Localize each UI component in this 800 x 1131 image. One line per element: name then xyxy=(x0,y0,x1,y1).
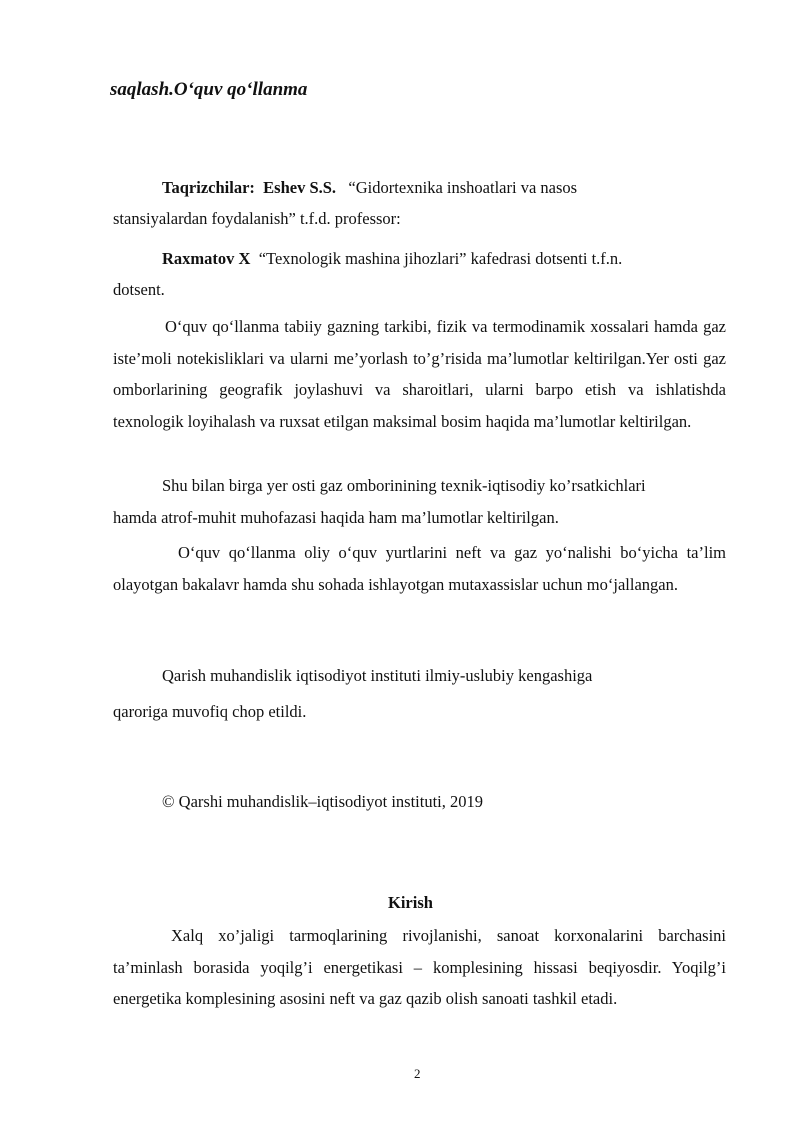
reviewer-2-name: Raxmatov X xyxy=(162,249,251,268)
reviewer-2-line-1 xyxy=(162,249,622,269)
intro-heading: Kirish xyxy=(388,893,433,912)
intro-paragraph: Xalq xo’jaligi tarmoqlarining rivojlanishi, sanoat korxonalarini barchasini ta’minlash borasida yoqilg’i energetikasi – komplesining hissasi beqiyosdir. Yoqilg’i energetika komplesining asosini neft va gaz qazib olish sanoati tashkil etadi. xyxy=(113,926,726,1008)
document-title: saqlash.O‘quv qo‘llanma xyxy=(110,79,308,100)
reviewers-label: Taqrizchilar: xyxy=(162,178,255,197)
reviewer-2-affiliation: “Texnologik mashina jihozlari” kafedrasi dotsenti t.f.n. xyxy=(258,249,623,268)
approval-line-2: qaroriga muvofiq chop etildi. xyxy=(113,702,307,721)
page-number: 2 xyxy=(414,1066,421,1081)
abstract-paragraph-1: O‘quv qo‘llanma tabiiy gazning tarkibi, fizik va termodinamik xossalari hamda gaz iste’moli notekisliklari va ularni me’yorlash to’g’risida ma’lumotlar keltirilgan.Yer osti gaz omborlarining geografik joylashuvi va sharoitlari, ularni barpo etish va ishlatishda texnologik loyihalash va ruxsat etilgan maksimal bosim haqida ma’lumotlar keltirilgan. xyxy=(113,317,726,431)
abstract-paragraph-2-line-1: Shu bilan birga yer osti gaz omborinining texnik-iqtisodiy ko’rsatkichlari xyxy=(162,476,646,495)
abstract-paragraph-2-line-2: hamda atrof-muhit muhofazasi haqida ham ma’lumotlar keltirilgan. xyxy=(113,508,559,527)
reviewer-2-line-2: dotsent. xyxy=(113,280,165,299)
copyright-notice: © Qarshi muhandislik–iqtisodiyot instituti, 2019 xyxy=(162,792,484,811)
reviewer-1-affiliation: “Gidortexnika inshoatlari va nasos xyxy=(348,178,578,197)
reviewer-1-name: Eshev S.S. xyxy=(263,178,337,197)
approval-line-1: Qarish muhandislik iqtisodiyot instituti ilmiy-uslubiy kengashiga xyxy=(162,666,593,685)
reviewer-1-line-2: stansiyalardan foydalanish” t.f.d. professor: xyxy=(113,209,401,228)
abstract-paragraph-3: O‘quv qo‘llanma oliy o‘quv yurtlarini neft va gaz yo‘nalishi bo‘yicha ta’lim olayotgan bakalavr hamda shu sohada ishlayotgan mutaxassislar uchun mo‘jallangan. xyxy=(113,543,726,594)
reviewer-1-line-1 xyxy=(162,178,577,198)
